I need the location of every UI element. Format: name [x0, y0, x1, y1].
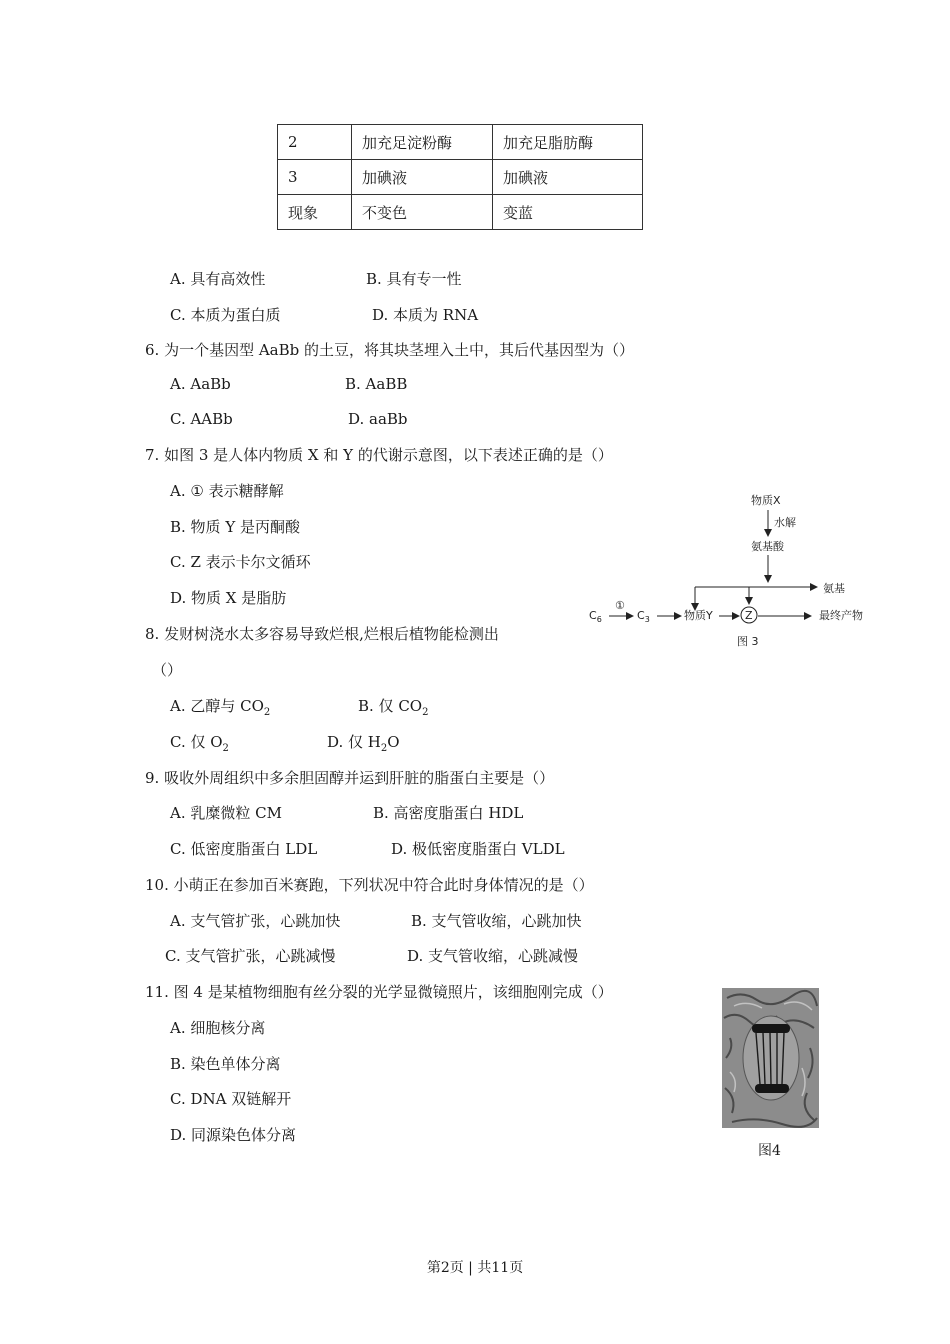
final-product-label: 最终产物: [819, 609, 863, 622]
c6-label: $C_6$: [589, 609, 602, 624]
amino-acid-label: 氨基酸: [751, 540, 784, 553]
q9-option-a: A. 乳糜微粒 CM: [170, 804, 282, 822]
figure-4-caption: 图4: [758, 1143, 781, 1159]
table-cell: 加充足脂肪酶: [493, 125, 643, 160]
q6-option-b: B. AaBB: [345, 375, 408, 393]
q6-option-a: A. AaBb: [170, 375, 231, 393]
q10-option-c: C. 支气管扩张，心跳减慢: [165, 947, 336, 965]
q11-option-b: B. 染色单体分离: [170, 1055, 281, 1073]
q8-option-b: B. 仅 $CO_2$: [358, 697, 429, 718]
q9-option-b: B. 高密度脂蛋白 HDL: [373, 804, 524, 822]
q5-option-a: A. 具有高效性: [170, 270, 266, 288]
table-row: [278, 160, 643, 195]
q5-option-d: D. 本质为 RNA: [372, 306, 479, 324]
table-cell: 加碘液: [493, 160, 643, 195]
table-cell: 2: [278, 125, 352, 160]
q11-option-c: C. DNA 双链解开: [170, 1090, 292, 1108]
q7-option-a: A. ① 表示糖酵解: [170, 482, 284, 500]
q5-option-c: C. 本质为蛋白质: [170, 306, 281, 324]
q6-option-d: D. aaBb: [348, 410, 408, 428]
q10-stem: 10. 小萌正在参加百米赛跑，下列状况中符合此时身体情况的是（）: [145, 876, 594, 894]
q9-option-d: D. 极低密度脂蛋白 VLDL: [391, 840, 565, 858]
experiment-table: [277, 124, 643, 230]
q11-stem: 11. 图 4 是某植物细胞有丝分裂的光学显微镜照片，该细胞刚完成（）: [145, 983, 613, 1001]
table-row: [278, 125, 643, 160]
table-cell: 3: [278, 160, 352, 195]
q10-option-a: A. 支气管扩张，心跳加快: [170, 912, 341, 930]
q11-option-a: A. 细胞核分离: [170, 1019, 266, 1037]
page-footer: 第2页 | 共11页: [426, 1260, 524, 1276]
total-page-count: 11: [491, 1260, 510, 1276]
q5-option-b: B. 具有专一性: [366, 270, 462, 288]
table-cell: 现象: [278, 195, 352, 230]
q7-option-d: D. 物质 X 是脂肪: [170, 589, 287, 607]
q8-stem-cont: （）: [152, 661, 183, 679]
c3-label: $C_3$: [637, 609, 650, 624]
table-cell: 不变色: [352, 195, 493, 230]
q11-option-d: D. 同源染色体分离: [170, 1126, 297, 1144]
figure-4-micrograph: [722, 988, 819, 1128]
q8-stem: 8. 发财树浇水太多容易导致烂根,烂根后植物能检测出: [145, 625, 499, 643]
q7-stem: 7. 如图 3 是人体内物质 X 和 Y 的代谢示意图，以下表述正确的是（）: [145, 446, 613, 464]
substance-x-label: 物质X: [751, 494, 781, 507]
figure-3-diagram: [585, 488, 885, 658]
q10-option-b: B. 支气管收缩，心跳加快: [411, 912, 582, 930]
z-label: Z: [745, 609, 753, 622]
table-row: [278, 195, 643, 230]
table-cell: 加碘液: [352, 160, 493, 195]
q6-option-c: C. AABb: [170, 410, 233, 428]
substance-y-label: 物质Y: [684, 609, 713, 622]
q10-option-d: D. 支气管收缩，心跳减慢: [407, 947, 579, 965]
figure-3-caption: 图 3: [737, 635, 759, 648]
table-cell: 变蓝: [493, 195, 643, 230]
hydrolysis-label: 水解: [774, 516, 796, 529]
amino-group-label: 氨基: [823, 582, 845, 595]
q8-option-a: A. 乙醇与 $CO_2$: [170, 697, 271, 718]
table-cell: 加充足淀粉酶: [352, 125, 493, 160]
q9-stem: 9. 吸收外周组织中多余胆固醇并运到肝脏的脂蛋白主要是（）: [145, 769, 555, 787]
q9-option-c: C. 低密度脂蛋白 LDL: [170, 840, 318, 858]
step-1-label: ①: [615, 599, 625, 612]
q8-option-c: C. 仅 $O_2$: [170, 733, 229, 754]
q6-stem: 6. 为一个基因型 AaBb 的土豆，将其块茎埋入土中，其后代基因型为（）: [145, 341, 635, 359]
current-page-number: 2: [440, 1260, 450, 1276]
q7-option-c: C. Z 表示卡尔文循环: [170, 553, 311, 571]
q7-option-b: B. 物质 Y 是丙酮酸: [170, 518, 300, 536]
q8-option-d: D. 仅 $H_2O$: [327, 733, 400, 754]
